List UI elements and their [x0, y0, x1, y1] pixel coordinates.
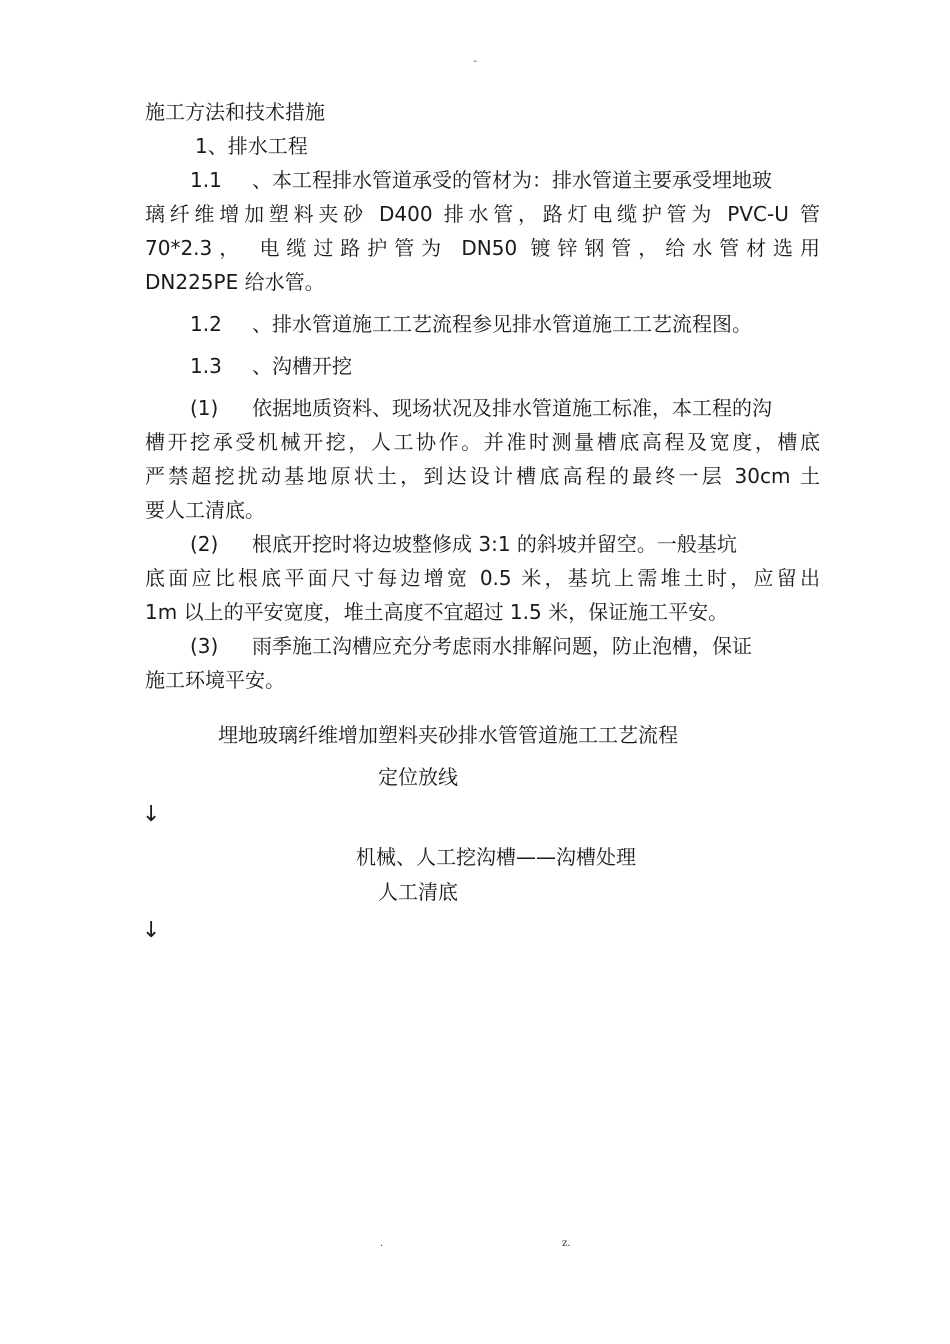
subitem-text: 雨季施工沟槽应充分考虑雨水排解问题，防止泡槽，保证 [252, 634, 752, 658]
subitem-text: 依据地质资料、现场状况及排水管道施工标准，本工程的沟 [252, 396, 772, 420]
section-heading: 1、排水工程 [195, 134, 308, 158]
subitem-1-line-2: 槽开挖承受机械开挖，人工协作。并准时测量槽底高程及宽度，槽底 [145, 430, 820, 454]
subitem-number: (3) [190, 634, 219, 658]
footer-left-mark: . [380, 1238, 384, 1249]
paragraph-text: 、本工程排水管道承受的管材为：排水管道主要承受埋地玻 [252, 168, 772, 192]
down-arrow-icon: ↓ [142, 918, 161, 943]
header-mark: - [473, 56, 477, 67]
subitem-3-line-2: 施工环境平安。 [145, 668, 285, 692]
subitem-2-line-2: 底面应比根底平面尺寸每边增宽 0.5 米，基坑上需堆土时，应留出 [145, 566, 820, 590]
subitem-1-line-4: 要人工清底。 [145, 498, 265, 522]
paragraph-text: 、排水管道施工工艺流程参见排水管道施工工艺流程图。 [252, 312, 752, 336]
paragraph-1-3 [145, 349, 820, 383]
flow-step-positioning: 定位放线 [378, 765, 458, 789]
footer-right-mark: z. [562, 1238, 571, 1249]
paragraph-text: 、沟槽开挖 [252, 354, 352, 378]
subitem-text: 根底开挖时将边坡整修成 3:1 的斜坡并留空。一般基坑 [252, 532, 737, 556]
flow-title: 埋地玻璃纤维增加塑料夹砂排水管管道施工工艺流程 [218, 723, 678, 747]
document-title: 施工方法和技术措施 [145, 100, 325, 124]
subitem-number: (2) [190, 532, 219, 556]
subitem-2-line-3: 1m 以上的平安宽度，堆土高度不宜超过 1.5 米，保证施工平安。 [145, 600, 729, 624]
subitem-2-line-1 [145, 527, 820, 561]
subitem-number: (1) [190, 396, 219, 420]
paragraph-number: 1.2 [190, 312, 222, 336]
subitem-3-line-1 [145, 629, 820, 663]
paragraph-1-2 [145, 307, 820, 341]
document-body [145, 95, 820, 697]
down-arrow-icon: ↓ [142, 802, 161, 827]
paragraph-1-1-line-1 [145, 163, 820, 197]
paragraph-1-1-line-3: 70*2.3， 电缆过路护管为 DN50 镀锌钢管，给水管材选用 [145, 236, 820, 260]
paragraph-1-1-line-2: 璃纤维增加塑料夹砂 D400 排水管，路灯电缆护管为 PVC-U 管 [145, 202, 820, 226]
subitem-1-line-1 [145, 391, 820, 425]
subitem-1-line-3: 严禁超挖扰动基地原状土，到达设计槽底高程的最终一层 30cm 土 [145, 464, 820, 488]
flow-step-manual-cleaning: 人工清底 [378, 880, 458, 904]
paragraph-number: 1.1 [190, 168, 222, 192]
paragraph-number: 1.3 [190, 354, 222, 378]
paragraph-1-1-line-4: DN225PE 给水管。 [145, 270, 325, 294]
flow-step-excavation: 机械、人工挖沟槽——沟槽处理 [356, 845, 636, 869]
